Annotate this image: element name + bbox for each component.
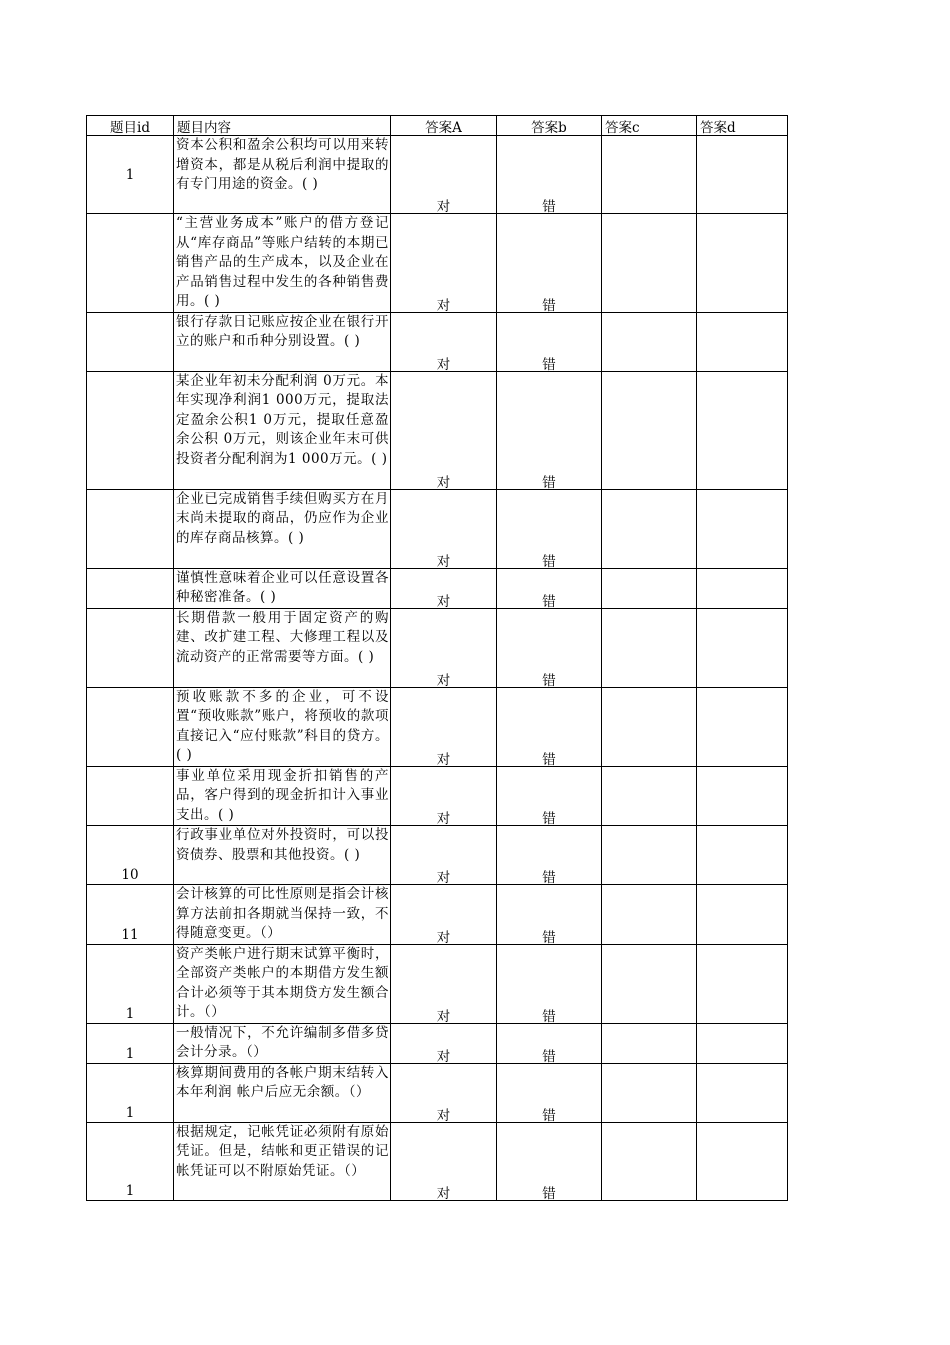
cell-answer-c[interactable] bbox=[602, 608, 697, 687]
cell-answer-c[interactable] bbox=[602, 1023, 697, 1063]
cell-answer-c[interactable] bbox=[602, 312, 697, 371]
cell-answer-d[interactable] bbox=[697, 312, 788, 371]
cell-answer-c[interactable] bbox=[602, 1063, 697, 1122]
cell-answer-c[interactable] bbox=[602, 826, 697, 885]
cell-id[interactable]: 1 bbox=[87, 1023, 174, 1063]
cell-answer-c[interactable] bbox=[602, 214, 697, 313]
cell-answer-a[interactable]: 对 bbox=[391, 1023, 497, 1063]
cell-id[interactable]: 1 bbox=[87, 1063, 174, 1122]
cell-answer-b[interactable]: 错 bbox=[497, 766, 602, 826]
cell-answer-d[interactable] bbox=[697, 1023, 788, 1063]
table-row bbox=[87, 371, 788, 489]
table-row bbox=[87, 944, 788, 1023]
cell-id[interactable] bbox=[87, 489, 174, 568]
cell-answer-a[interactable]: 对 bbox=[391, 1063, 497, 1122]
cell-answer-b[interactable]: 错 bbox=[497, 1122, 602, 1200]
cell-content[interactable]: 核算期间费用的各帐户期末结转入 本年利润 帐户后应无余额。（） bbox=[174, 1063, 391, 1122]
cell-id[interactable]: 1 bbox=[87, 1122, 174, 1200]
cell-answer-c[interactable] bbox=[602, 885, 697, 945]
cell-id[interactable]: 10 bbox=[87, 826, 174, 885]
table-row bbox=[87, 136, 788, 214]
cell-answer-d[interactable] bbox=[697, 944, 788, 1023]
cell-answer-d[interactable] bbox=[697, 826, 788, 885]
cell-id[interactable]: 1 bbox=[87, 944, 174, 1023]
table-row bbox=[87, 568, 788, 608]
header-answer-c[interactable]: 答案c bbox=[602, 116, 697, 136]
cell-id[interactable] bbox=[87, 371, 174, 489]
cell-answer-b[interactable]: 错 bbox=[497, 568, 602, 608]
cell-answer-a[interactable]: 对 bbox=[391, 214, 497, 313]
cell-answer-d[interactable] bbox=[697, 885, 788, 945]
table-row bbox=[87, 489, 788, 568]
cell-id[interactable]: 11 bbox=[87, 885, 174, 945]
cell-content[interactable]: 会计核算的可比性原则是指会计核算方法前扣各期就当保持一致，不得随意变更。（） bbox=[174, 885, 391, 945]
header-content[interactable]: 题目内容 bbox=[174, 116, 391, 136]
table-row bbox=[87, 1063, 788, 1122]
cell-answer-d[interactable] bbox=[697, 687, 788, 766]
cell-answer-b[interactable]: 错 bbox=[497, 312, 602, 371]
cell-answer-c[interactable] bbox=[602, 944, 697, 1023]
cell-answer-b[interactable]: 错 bbox=[497, 608, 602, 687]
question-table bbox=[86, 115, 788, 1201]
cell-id[interactable] bbox=[87, 568, 174, 608]
cell-content[interactable]: 谨慎性意味着企业可以任意设置各种秘密准备。( ) bbox=[174, 568, 391, 608]
cell-answer-c[interactable] bbox=[602, 568, 697, 608]
cell-content[interactable]: 根据规定，记帐凭证必须附有原始凭证。但是，结帐和更正错误的记帐凭证可以不附原始凭证。（） bbox=[174, 1122, 391, 1200]
cell-answer-b[interactable]: 错 bbox=[497, 489, 602, 568]
header-row bbox=[87, 116, 788, 136]
table-row bbox=[87, 766, 788, 826]
cell-id[interactable] bbox=[87, 687, 174, 766]
cell-content[interactable]: 银行存款日记账应按企业在银行开立的账户和币种分别设置。( ) bbox=[174, 312, 391, 371]
table-row bbox=[87, 1122, 788, 1200]
cell-id[interactable] bbox=[87, 766, 174, 826]
cell-content[interactable]: 某企业年初未分配利润 0万元。本年实现净利润1 000万元，提取法定盈余公积1 0万元，提取任意盈余公积 0万元，则该企业年末可供投资者分配利润为1 000万元。( ) bbox=[174, 371, 391, 489]
cell-answer-d[interactable] bbox=[697, 608, 788, 687]
cell-id[interactable] bbox=[87, 312, 174, 371]
cell-content[interactable]: 一般情况下，不允许编制多借多贷会计分录。（） bbox=[174, 1023, 391, 1063]
cell-answer-a[interactable]: 对 bbox=[391, 687, 497, 766]
table-row bbox=[87, 1023, 788, 1063]
table-row bbox=[87, 608, 788, 687]
cell-answer-b[interactable]: 错 bbox=[497, 371, 602, 489]
cell-content[interactable]: 资本公积和盈余公积均可以用来转增资本，都是从税后利润中提取的有专门用途的资金。( ) bbox=[174, 136, 391, 214]
cell-answer-a[interactable]: 对 bbox=[391, 312, 497, 371]
table-row bbox=[87, 885, 788, 945]
cell-id[interactable] bbox=[87, 608, 174, 687]
cell-answer-a[interactable]: 对 bbox=[391, 608, 497, 687]
cell-content[interactable]: 长期借款一般用于固定资产的购建、改扩建工程、大修理工程以及流动资产的正常需要等方面。( ) bbox=[174, 608, 391, 687]
cell-content[interactable]: 企业已完成销售手续但购买方在月末尚未提取的商品，仍应作为企业的库存商品核算。( ) bbox=[174, 489, 391, 568]
table-row bbox=[87, 214, 788, 313]
cell-answer-b[interactable]: 错 bbox=[497, 136, 602, 214]
cell-answer-d[interactable] bbox=[697, 1122, 788, 1200]
cell-answer-d[interactable] bbox=[697, 371, 788, 489]
cell-answer-b[interactable]: 错 bbox=[497, 214, 602, 313]
header-answer-b[interactable]: 答案b bbox=[497, 116, 602, 136]
cell-answer-d[interactable] bbox=[697, 136, 788, 214]
cell-answer-d[interactable] bbox=[697, 568, 788, 608]
cell-answer-c[interactable] bbox=[602, 136, 697, 214]
cell-answer-c[interactable] bbox=[602, 1122, 697, 1200]
cell-answer-b[interactable]: 错 bbox=[497, 885, 602, 945]
cell-answer-c[interactable] bbox=[602, 489, 697, 568]
cell-answer-d[interactable] bbox=[697, 766, 788, 826]
cell-answer-c[interactable] bbox=[602, 766, 697, 826]
cell-content[interactable]: 事业单位采用现金折扣销售的产品，客户得到的现金折扣计入事业支出。( ) bbox=[174, 766, 391, 826]
cell-answer-a[interactable]: 对 bbox=[391, 1122, 497, 1200]
cell-answer-b[interactable]: 错 bbox=[497, 1023, 602, 1063]
cell-content[interactable]: 资产类帐户进行期末试算平衡时，全部资产类帐户的本期借方发生额合计必须等于其本期贷方发生额合计。（） bbox=[174, 944, 391, 1023]
cell-answer-a[interactable]: 对 bbox=[391, 766, 497, 826]
cell-content[interactable]: “主营业务成本”账户的借方登记从“库存商品”等账户结转的本期已销售产品的生产成本，以及企业在产品销售过程中发生的各种销售费用。( ) bbox=[174, 214, 391, 313]
header-answer-a[interactable]: 答案A bbox=[391, 116, 497, 136]
cell-answer-a[interactable]: 对 bbox=[391, 826, 497, 885]
cell-answer-b[interactable]: 错 bbox=[497, 944, 602, 1023]
cell-answer-d[interactable] bbox=[697, 1063, 788, 1122]
cell-answer-b[interactable]: 错 bbox=[497, 1063, 602, 1122]
cell-id[interactable]: 1 bbox=[87, 136, 174, 214]
cell-answer-a[interactable]: 对 bbox=[391, 136, 497, 214]
table-row bbox=[87, 312, 788, 371]
cell-answer-c[interactable] bbox=[602, 371, 697, 489]
cell-answer-a[interactable]: 对 bbox=[391, 489, 497, 568]
cell-answer-b[interactable]: 错 bbox=[497, 687, 602, 766]
cell-answer-a[interactable]: 对 bbox=[391, 568, 497, 608]
cell-id[interactable] bbox=[87, 214, 174, 313]
cell-answer-a[interactable]: 对 bbox=[391, 944, 497, 1023]
cell-answer-d[interactable] bbox=[697, 214, 788, 313]
header-id[interactable]: 题目id bbox=[87, 116, 174, 136]
table-row bbox=[87, 826, 788, 885]
cell-answer-a[interactable]: 对 bbox=[391, 885, 497, 945]
cell-content[interactable]: 行政事业单位对外投资时，可以投资债券、股票和其他投资。( ) bbox=[174, 826, 391, 885]
cell-answer-c[interactable] bbox=[602, 687, 697, 766]
header-answer-d[interactable]: 答案d bbox=[697, 116, 788, 136]
table-row bbox=[87, 687, 788, 766]
cell-answer-a[interactable]: 对 bbox=[391, 371, 497, 489]
cell-content[interactable]: 预收账款不多的企业，可不设置“预收账款”账户，将预收的款项直接记入“应付账款”科目的贷方。( ) bbox=[174, 687, 391, 766]
cell-answer-b[interactable]: 错 bbox=[497, 826, 602, 885]
cell-answer-d[interactable] bbox=[697, 489, 788, 568]
